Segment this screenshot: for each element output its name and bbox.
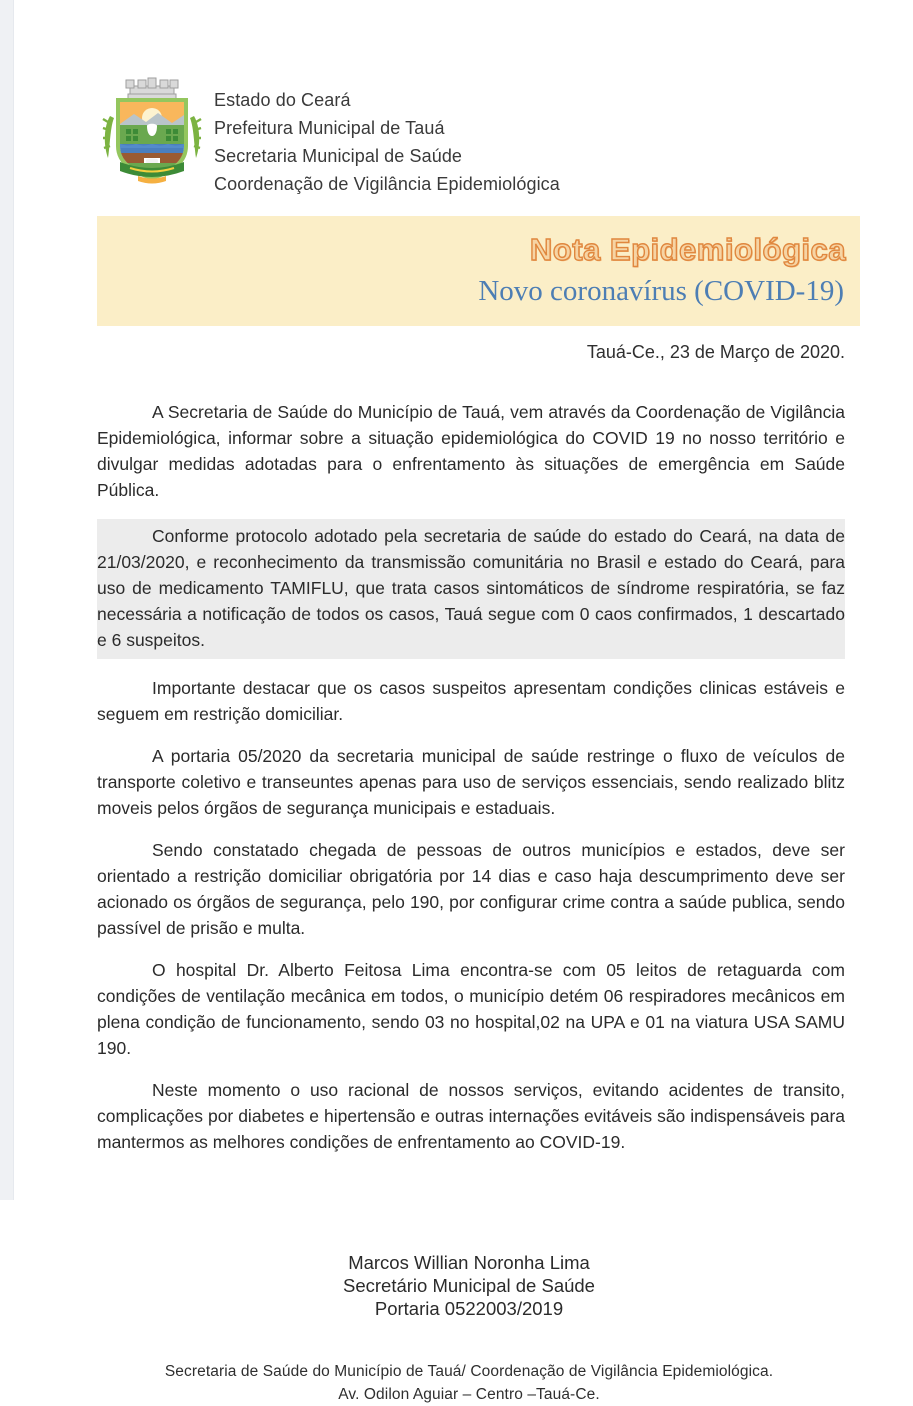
dateline: Tauá-Ce., 23 de Março de 2020. [586,342,845,362]
document-footer [59,1360,879,1406]
note-subtitle: Novo coronavírus (COVID-19) [478,275,844,307]
signature-name: Marcos Willian Noronha Lima [348,1252,590,1273]
paragraph-portaria: A portaria 05/2020 da secretaria municipal de saúde restringe o fluxo de veículos de transporte coletivo e transeuntes apenas para uso de serviços essenciais, sendo realizado blitz moveis pelos órgãos de segurança municipais e estaduais. [97,746,845,818]
paragraph-intro: A Secretaria de Saúde do Município de Tauá, vem através da Coordenação de Vigilância Epidemiológica, informar sobre a situação epidemiológica do COVID 19 no nosso território e divulgar medidas adotadas para o enfrentamento às situações de emergência em Saúde Pública. [97,402,845,500]
paragraph-protocol-highlighted: Conforme protocolo adotado pela secretaria de saúde do estado do Ceará, na data de 21/03/2020, e reconhecimento da transmissão comunitária no Brasil e estado do Ceará, para uso de medicamento TAMIFLU, que trata casos sintomáticos de síndrome respiratória, se faz necessária a notificação de todos os casos, Tauá segue com 0 caos confirmados, 1 descartado e 6 suspeitos. [97,519,845,659]
paragraph-rational-use: Neste momento o uso racional de nossos serviços, evitando acidentes de transito, complicações por diabetes e hipertensão e outras internações evitáveis são indispensáveis para mantermos as melhores condições de enfrentamento ao COVID-19. [97,1080,845,1152]
note-title-banner [97,216,860,326]
org-line-prefeitura: Prefeitura Municipal de Tauá [214,118,445,138]
signature-block [84,1251,854,1320]
org-line-secretaria: Secretaria Municipal de Saúde [214,146,463,166]
org-header-text [214,78,560,198]
signature-portaria: Portaria 0522003/2019 [374,1298,564,1319]
paragraph-travelers: Sendo constatado chegada de pessoas de outros municípios e estados, deve ser orientado a restrição domiciliar obrigatória por 14 dias e caso haja descumprimento deve ser acionado os órgãos de segurança, pelo 190, por configurar crime contra a saúde publica, sendo passível de prisão e multa. [97,840,845,938]
paragraph-suspect-cases: Importante destacar que os casos suspeitos apresentam condições clinicas estáveis e seguem em restrição domiciliar. [97,678,845,724]
document-header [100,78,913,198]
taua-coat-of-arms-icon [100,78,204,184]
document-page [14,0,913,1403]
paragraph-hospital: O hospital Dr. Alberto Feitosa Lima encontra-se com 05 leitos de retaguarda com condições de ventilação mecânica em todos, o município detém 06 respiradores mecânicos em plena condição de funcionamento, sendo 03 no hospital,02 na UPA e 01 na viatura USA SAMU 190. [97,960,845,1058]
signature-title: Secretário Municipal de Saúde [343,1275,595,1296]
scan-edge-strip [0,0,14,1200]
note-title: Nota Epidemiológica [529,232,846,267]
footer-address-line: Av. Odilon Aguiar – Centro –Tauá-Ce. [338,1386,600,1403]
org-line-state: Estado do Ceará [214,90,351,110]
org-line-coordenacao: Coordenação de Vigilância Epidemiológica [214,174,560,194]
body-copy [97,399,845,1155]
footer-org-line: Secretaria de Saúde do Município de Tauá/ Coordenação de Vigilância Epidemiológica. [164,1363,774,1380]
